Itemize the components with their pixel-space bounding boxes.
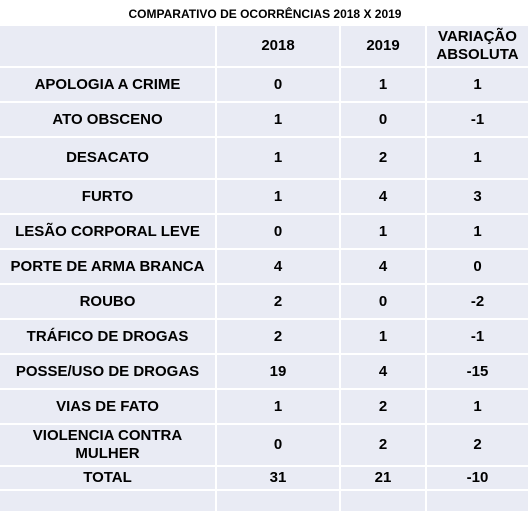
row-2019: 2	[340, 424, 426, 466]
row-variacao: 3	[426, 179, 528, 214]
table-row	[0, 179, 528, 214]
row-2018: 4	[216, 249, 340, 284]
row-2019: 2	[340, 137, 426, 179]
row-2018: 1	[216, 389, 340, 424]
row-2018: 19	[216, 354, 340, 389]
row-2018: 1	[216, 102, 340, 137]
header-variacao: VARIAÇÃO ABSOLUTA	[426, 26, 528, 67]
total-2018: 31	[216, 466, 340, 490]
row-label: DESACATO	[0, 137, 216, 179]
table-title: COMPARATIVO DE OCORRÊNCIAS 2018 X 2019	[128, 7, 402, 21]
row-label: FURTO	[0, 179, 216, 214]
row-2018: 2	[216, 284, 340, 319]
row-2019: 4	[340, 249, 426, 284]
row-2019: 0	[340, 102, 426, 137]
row-label: VIOLENCIA CONTRA MULHER	[0, 424, 216, 466]
table-row	[0, 137, 528, 179]
table-row	[0, 284, 528, 319]
total-2019: 21	[340, 466, 426, 490]
total-variacao: -10	[426, 466, 528, 490]
table-row	[0, 249, 528, 284]
row-2019: 4	[340, 179, 426, 214]
row-2019: 1	[340, 67, 426, 102]
table-row	[0, 319, 528, 354]
row-variacao: 2	[426, 424, 528, 466]
comparison-table	[0, 26, 528, 513]
row-variacao: 1	[426, 389, 528, 424]
row-variacao: 0	[426, 249, 528, 284]
empty-cell	[0, 490, 216, 512]
row-label: PORTE DE ARMA BRANCA	[0, 249, 216, 284]
empty-cell	[426, 490, 528, 512]
table-row	[0, 354, 528, 389]
row-variacao: -1	[426, 102, 528, 137]
row-2018: 1	[216, 179, 340, 214]
empty-cell	[340, 490, 426, 512]
header-crime	[0, 26, 216, 67]
table-row	[0, 424, 528, 466]
row-2019: 2	[340, 389, 426, 424]
row-variacao: 1	[426, 137, 528, 179]
table-row	[0, 389, 528, 424]
row-2019: 0	[340, 284, 426, 319]
row-label: POSSE/USO DE DROGAS	[0, 354, 216, 389]
row-label: TRÁFICO DE DROGAS	[0, 319, 216, 354]
header-2018: 2018	[216, 26, 340, 67]
row-label: LESÃO CORPORAL LEVE	[0, 214, 216, 249]
total-label: TOTAL	[0, 466, 216, 490]
row-variacao: -1	[426, 319, 528, 354]
header-2019: 2019	[340, 26, 426, 67]
row-variacao: 1	[426, 67, 528, 102]
total-row	[0, 466, 528, 490]
row-variacao: -2	[426, 284, 528, 319]
row-label: APOLOGIA A CRIME	[0, 67, 216, 102]
row-2018: 1	[216, 137, 340, 179]
table-row	[0, 67, 528, 102]
empty-row	[0, 490, 528, 512]
empty-cell	[216, 490, 340, 512]
table-row	[0, 214, 528, 249]
table-row	[0, 102, 528, 137]
header-row	[0, 26, 528, 67]
row-variacao: -15	[426, 354, 528, 389]
row-2019: 1	[340, 319, 426, 354]
row-label: ROUBO	[0, 284, 216, 319]
row-2019: 4	[340, 354, 426, 389]
row-2018: 0	[216, 424, 340, 466]
row-2018: 2	[216, 319, 340, 354]
row-label: VIAS DE FATO	[0, 389, 216, 424]
row-2018: 0	[216, 67, 340, 102]
row-2019: 1	[340, 214, 426, 249]
row-variacao: 1	[426, 214, 528, 249]
row-label: ATO OBSCENO	[0, 102, 216, 137]
row-2018: 0	[216, 214, 340, 249]
